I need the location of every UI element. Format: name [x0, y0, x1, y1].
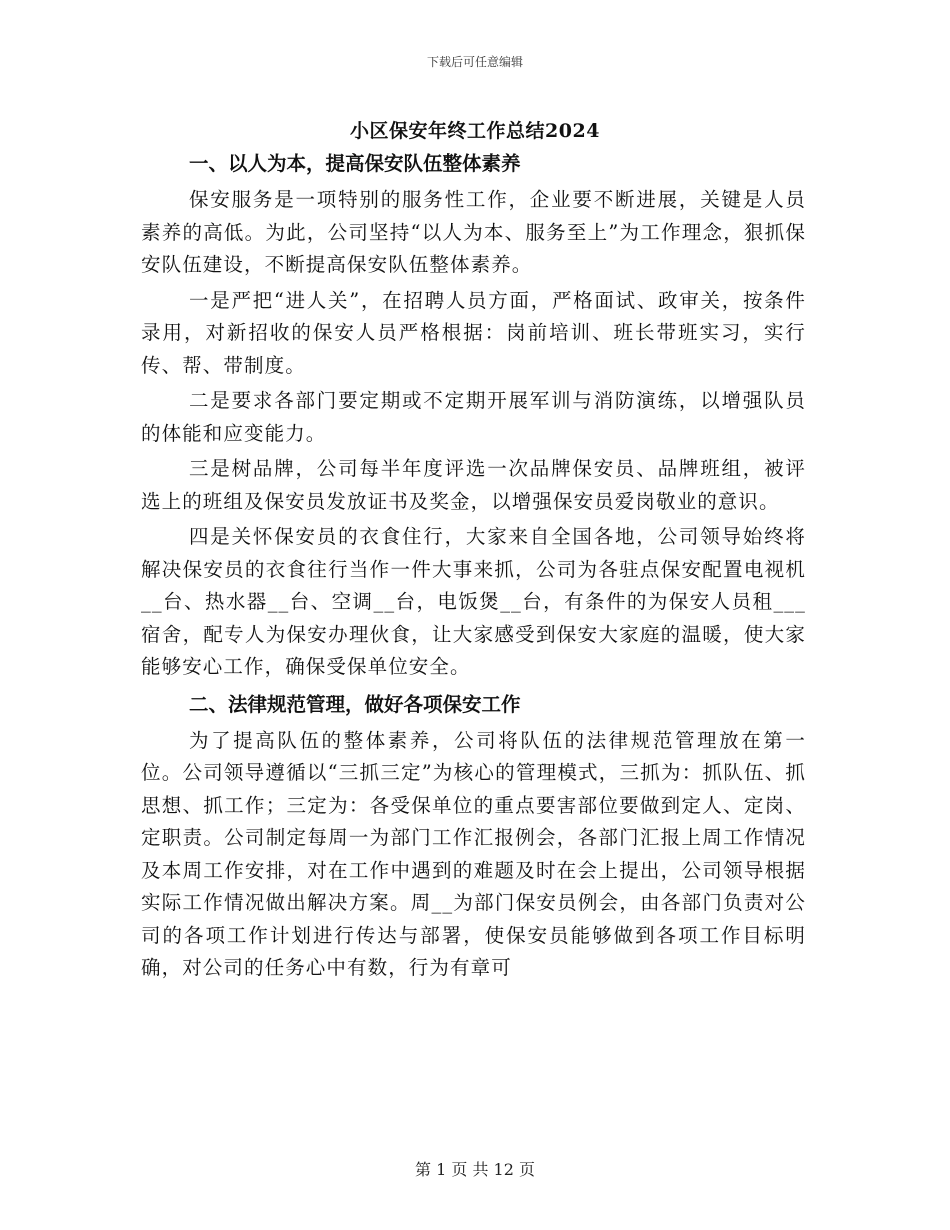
- header-note: 下载后可任意编辑: [426, 55, 523, 69]
- document-body: [141, 146, 806, 985]
- page-number-footer: 第 1 页 共 12 页: [415, 1160, 535, 1179]
- section-heading-1: 一、以人为本，提高保安队伍整体素养: [189, 152, 521, 175]
- paragraph: 四是关怀保安员的衣食住行，大家来自全国各地，公司领导始终将解决保安员的衣食往行当作一件大事来抓，公司为各驻点保安配置电视机__台、热水器__台、空调__台，电饭煲__台，有条件的为保安人员租___宿舍，配专人为保安办理伙食，让大家感受到保安大家庭的温暖，使大家能够安心工作，确保受保单位安全。: [141, 525, 806, 678]
- paragraph: 一是严把“进人关”，在招聘人员方面，严格面试、政审关，按条件录用，对新招收的保安人员严格根据：岗前培训、班长带班实习，实行传、帮、带制度。: [141, 288, 806, 377]
- section-heading-2: 二、法律规范管理，做好各项保安工作: [189, 692, 521, 716]
- paragraph: 二是要求各部门要定期或不定期开展军训与消防演练，以增强队员的体能和应变能力。: [141, 389, 806, 445]
- paragraph: 保安服务是一项特别的服务性工作，企业要不断进展，关键是人员素养的高低。为此，公司坚持“以人为本、服务至上”为工作理念，狠抓保安队伍建设，不断提高保安队伍整体素养。: [141, 188, 806, 276]
- document-title: 小区保安年终工作总结2024: [350, 120, 600, 142]
- paragraph: 为了提高队伍的整体素养，公司将队伍的法律规范管理放在第一位。公司领导遵循以“三抓三定”为核心的管理模式，三抓为：抓队伍、抓思想、抓工作；三定为：各受保单位的重点要害部位要做到定人、定岗、定职责。公司制定每周一为部门工作汇报例会，各部门汇报上周工作情况及本周工作安排，对在工作中遇到的难题及时在会上提出，公司领导根据实际工作情况做出解决方案。周__为部门保安员例会，由各部门负责对公司的各项工作计划进行传达与部署，使保安员能够做到各项工作目标明确，对公司的任务心中有数，行为有章可: [141, 728, 806, 979]
- paragraph: 三是树品牌，公司每半年度评选一次品牌保安员、品牌班组，被评选上的班组及保安员发放证书及奖金，以增强保安员爱岗敬业的意识。: [141, 457, 806, 513]
